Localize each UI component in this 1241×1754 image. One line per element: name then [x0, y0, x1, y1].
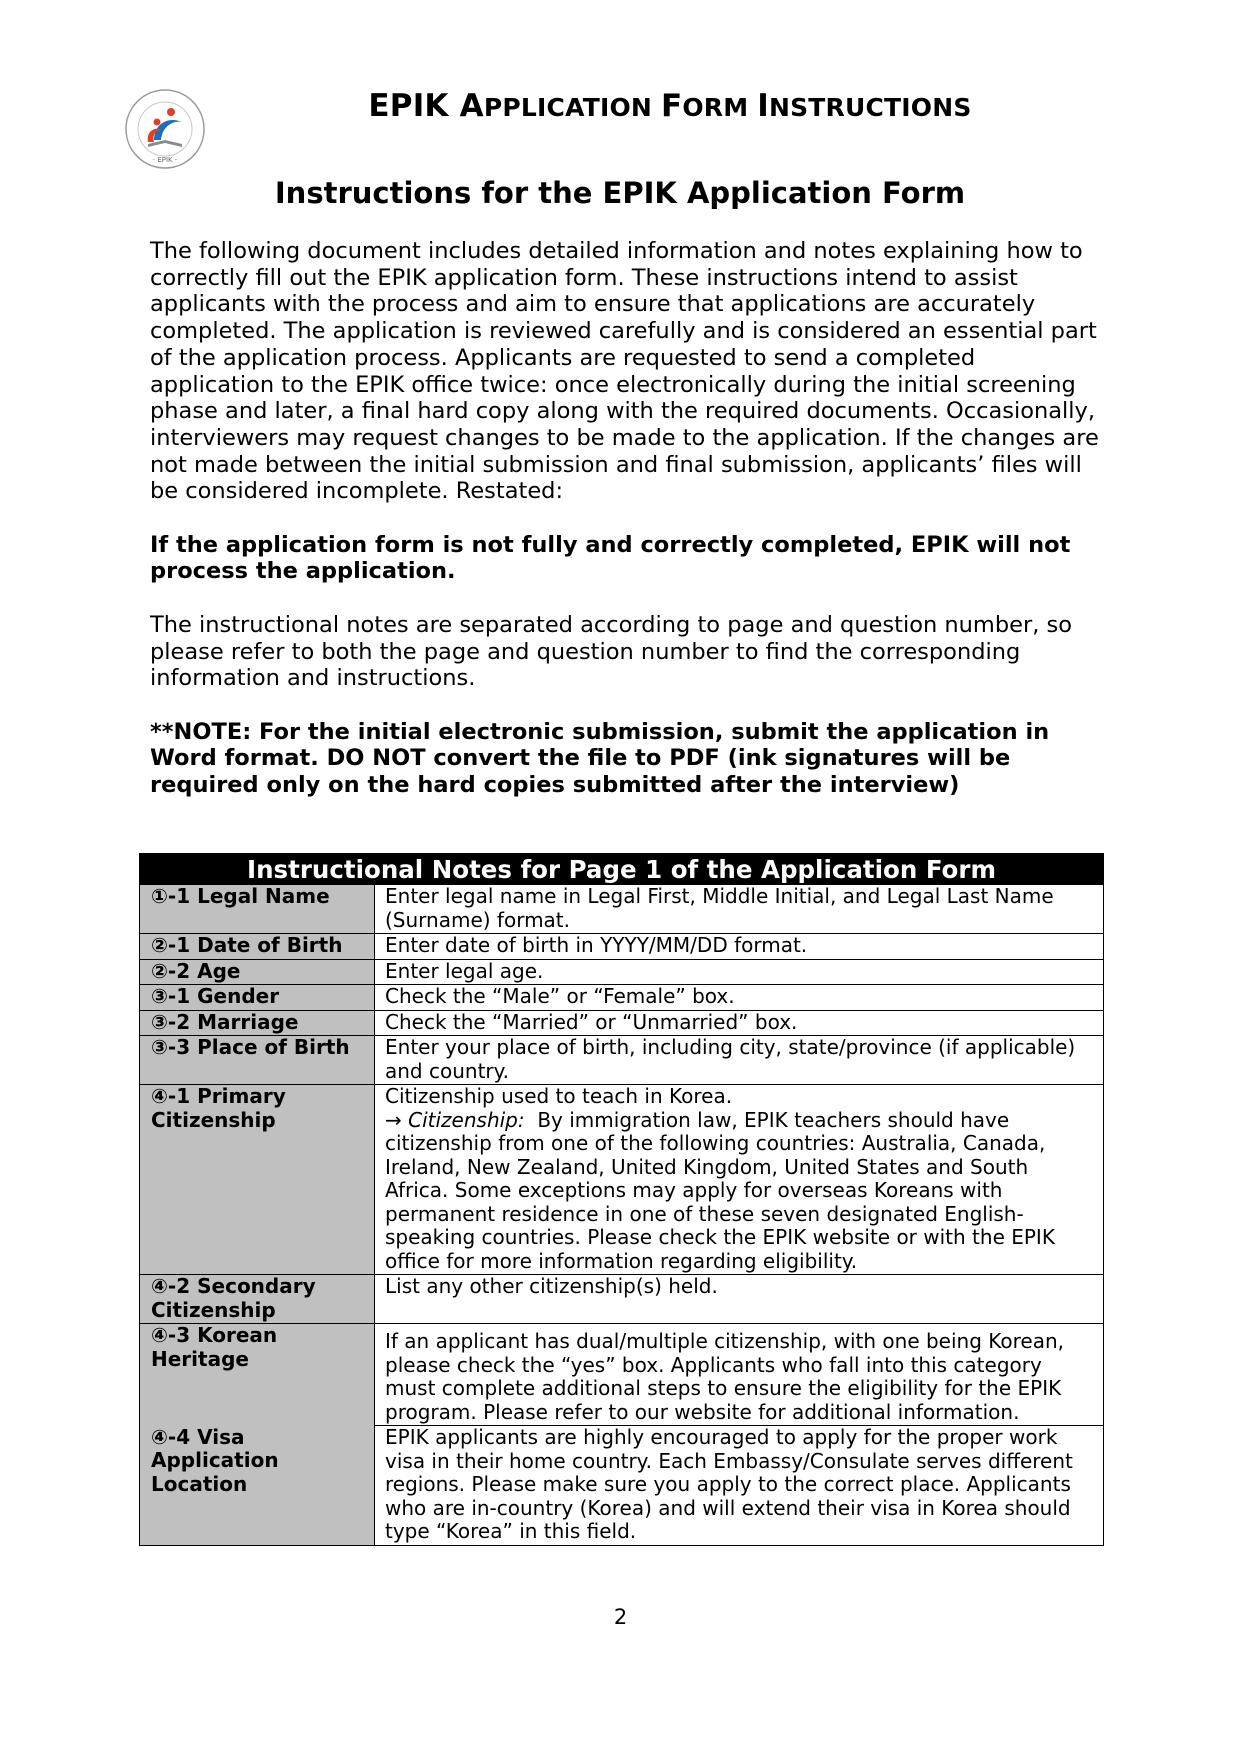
table-header-row	[140, 854, 1104, 885]
row-description: Enter your place of birth, including city, state/province (if applicable) and country.	[375, 1036, 1104, 1085]
row-description: EPIK applicants are highly encouraged to apply for the proper work visa in their home country. Each Embassy/Consulate serves different regions. Please make sure you apply to the correct place. Applicants who are in-country (Korea) and will extend their visa in Korea should type “Korea” in this field.	[375, 1426, 1104, 1546]
table-row	[140, 1275, 1104, 1324]
page-number: 2	[613, 1605, 628, 1629]
row-label: ③-2 Marriage	[140, 1010, 375, 1036]
row-description: Check the “Married” or “Unmarried” box.	[375, 1010, 1104, 1036]
row-description: List any other citizenship(s) held.	[375, 1275, 1104, 1324]
format-note: **NOTE: For the initial electronic submission, submit the application in Word format. DO NOT convert the file to PDF (ink signatures will be required only on the hard copies submitted after the interview)	[150, 718, 1050, 799]
table-row	[140, 1036, 1104, 1085]
table-row	[140, 985, 1104, 1011]
row-label: ④-1 Primary Citizenship	[140, 1085, 375, 1275]
section-heading: Instructions for the EPIK Application Form	[274, 176, 966, 210]
table-row	[140, 885, 1104, 934]
row-label: ①-1 Legal Name	[140, 885, 375, 934]
table-header: Instructional Notes for Page 1 of the Application Form	[140, 854, 1104, 885]
row-description: Enter legal name in Legal First, Middle Initial, and Legal Last Name (Surname) format.	[375, 885, 1104, 934]
row-label: ④-2 Secondary Citizenship	[140, 1275, 375, 1324]
svg-text:· EPIK ·: · EPIK ·	[152, 156, 178, 164]
epik-logo-icon	[124, 88, 206, 170]
row-label: ③-3 Place of Birth	[140, 1036, 375, 1085]
row-label: ②-2 Age	[140, 959, 375, 985]
reference-paragraph: The instructional notes are separated according to page and question number, so please refer to both the page and question number to find the corresponding information and instructions.	[150, 611, 1073, 692]
table-row	[140, 934, 1104, 960]
table-row	[140, 1426, 1104, 1546]
row-label: ④-3 Korean Heritage	[140, 1324, 375, 1426]
row-label: ②-1 Date of Birth	[140, 934, 375, 960]
intro-section	[150, 238, 1100, 799]
row-description: Enter date of birth in YYYY/MM/DD format.	[375, 934, 1104, 960]
table-row	[140, 959, 1104, 985]
table-row	[140, 1324, 1104, 1426]
instructional-notes-table	[139, 853, 1104, 1546]
row-description: Enter legal age.	[375, 959, 1104, 985]
arrow-icon: →	[385, 1107, 409, 1132]
row-label: ③-1 Gender	[140, 985, 375, 1011]
intro-paragraph: The following document includes detailed information and notes explaining how to correctly fill out the EPIK application form. These instructions intend to assist applicants with the process and aim to ensure that applications are accurately completed. The application is reviewed carefully and is considered an essential part of the application process. Applicants are requested to send a completed application to the EPIK office twice: once electronically during the initial screening phase and later, a final hard copy along with the required documents. Occasionally, interviewers may request changes to be made to the application. If the changes are not made between the initial submission and final submission, applicants’ files will be considered incomplete. Restated:	[150, 238, 1099, 505]
row-description: If an applicant has dual/multiple citizenship, with one being Korean, please check the “yes” box. Applicants who fall into this category must complete additional steps to ensure the eligibility for the EPIK program. Please refer to our website for additional information.	[375, 1324, 1104, 1426]
row-description	[375, 1085, 1104, 1275]
warning-statement: If the application form is not fully and correctly completed, EPIK will not process the application.	[150, 531, 1071, 585]
table-row	[140, 1010, 1104, 1036]
row-label: ④-4 Visa Application Location	[140, 1426, 375, 1546]
table-row	[140, 1085, 1104, 1275]
row-description-line: Citizenship used to teach in Korea.	[385, 1084, 733, 1108]
document-title: EPIK APPLICATION FORM INSTRUCTIONS	[368, 88, 972, 124]
row-description: Check the “Male” or “Female” box.	[375, 985, 1104, 1011]
row-description-detail: → Citizenship: By immigration law, EPIK teachers should have citizenship from one of the following countries: Australia, Canada, Ireland, New Zealand, United Kingdom, United States and South Africa. Some exceptions may apply for overseas Koreans with permanent residence in one of these seven designated English-speaking countries. Please check the EPIK website or with the EPIK office for more information regarding eligibility.	[385, 1107, 1062, 1273]
